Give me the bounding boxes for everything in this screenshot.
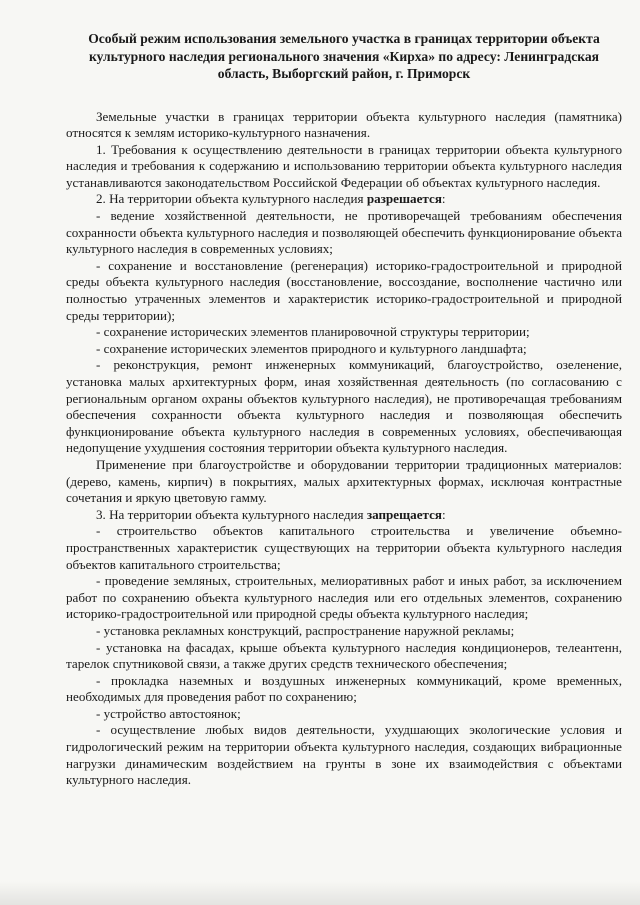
allowed-item: - ведение хозяйственной деятельности, не противоречащей требованиям обеспечения сохранности объекта культурного наследия и позволяющей обеспечить функционирование объекта культурного наследия в современных условиях; (66, 208, 622, 257)
allowed-item: - сохранение исторических элементов планировочной структуры территории; (96, 324, 530, 340)
forbidden-item: - установка на фасадах, крыше объекта культурного наследия кондиционеров, телеантенн, тарелок спутниковой связи, а также других средств технического обеспечения; (66, 639, 622, 672)
forbidden-item: - установка рекламных конструкций, распространение наружной рекламы; (96, 622, 515, 638)
allowed-item: - сохранение и восстановление (регенерация) историко-градостроительной и природной среды объекта культурного наследия (восстановление, воссоздание, восполнение частично или полностью утраченных элементов и характеристик историко-градостроительной и природной среды территории); (66, 257, 622, 323)
forbidden-item: - осуществление любых видов деятельности, ухудшающих экологические условия и гидрологический режим на территории объекта культурного наследия, создающих вибрационные нагрузки динамическим воздействием на грунты в зоне их взаимодействия с объектами культурного наследия. (66, 722, 622, 788)
section-2-colon: : (441, 191, 446, 207)
document-body (66, 109, 622, 789)
section-3-keyword: запрещается (366, 506, 442, 522)
section-3-heading (66, 507, 622, 524)
section-2-lead: 2. На территории объекта культурного наследия (96, 191, 367, 207)
section-1-paragraph: 1. Требования к осуществлению деятельности в границах территории объекта культурного наследия и требования к содержанию и использованию территории объекта культурного наследия устанавливаются законодательством Российской Федерации об объектах культурного наследия. (66, 141, 622, 190)
section-3-lead: 3. На территории объекта культурного наследия (96, 506, 367, 522)
allowed-item: - сохранение исторических элементов природного и культурного ландшафта; (96, 340, 527, 356)
intro-paragraph: Земельные участки в границах территории объекта культурного наследия (памятника) относятся к землям историко-культурного назначения. (66, 108, 622, 141)
forbidden-item: - проведение земляных, строительных, мелиоративных работ и иных работ, за исключением работ по сохранению объекта культурного наследия или его отдельных элементов, сохранению историко-градостроительной или природной среды объекта культурного наследия; (66, 573, 622, 622)
section-2-keyword: разрешается (366, 191, 442, 207)
forbidden-item: - прокладка наземных и воздушных инженерных коммуникаций, кроме временных, необходимых для проведения работ по сохранению; (66, 672, 622, 705)
document-title: Особый режим использования земельного участка в границах территории объекта культурного наследия регионального значения «Кирха» по адресу: Ленинградская область, Выборгский район, г. Приморск (88, 31, 600, 81)
section-2-heading (66, 191, 622, 208)
section-3-colon: : (442, 506, 446, 522)
allowed-item: - реконструкция, ремонт инженерных коммуникаций, благоустройство, озеленение, установка малых архитектурных форм, иная хозяйственная деятельность (по согласованию с региональным органом охраны объектов культурного наследия), не противоречащая требованиям обеспечения сохранности объекта культурного наследия и позволяющая обеспечить функционирование объекта культурного наследия в современных условиях, обеспечивающая недопущение ухудшения состояния территории объекта культурного наследия. (66, 357, 622, 456)
page-bottom-shadow (0, 881, 640, 905)
forbidden-item: - устройство автостоянок; (96, 705, 241, 721)
materials-note-paragraph: Применение при благоустройстве и оборудовании территории традиционных материалов: (дерево, камень, кирпич) в покрытиях, малых архитектурных формах, исключая контрастные сочетания и яркую цветовую гамму. (66, 456, 622, 506)
forbidden-item: - строительство объектов капитального строительства и увеличение объемно-пространственных характеристик существующих на территории объекта культурного наследия объектов капитального строительства; (66, 523, 622, 572)
